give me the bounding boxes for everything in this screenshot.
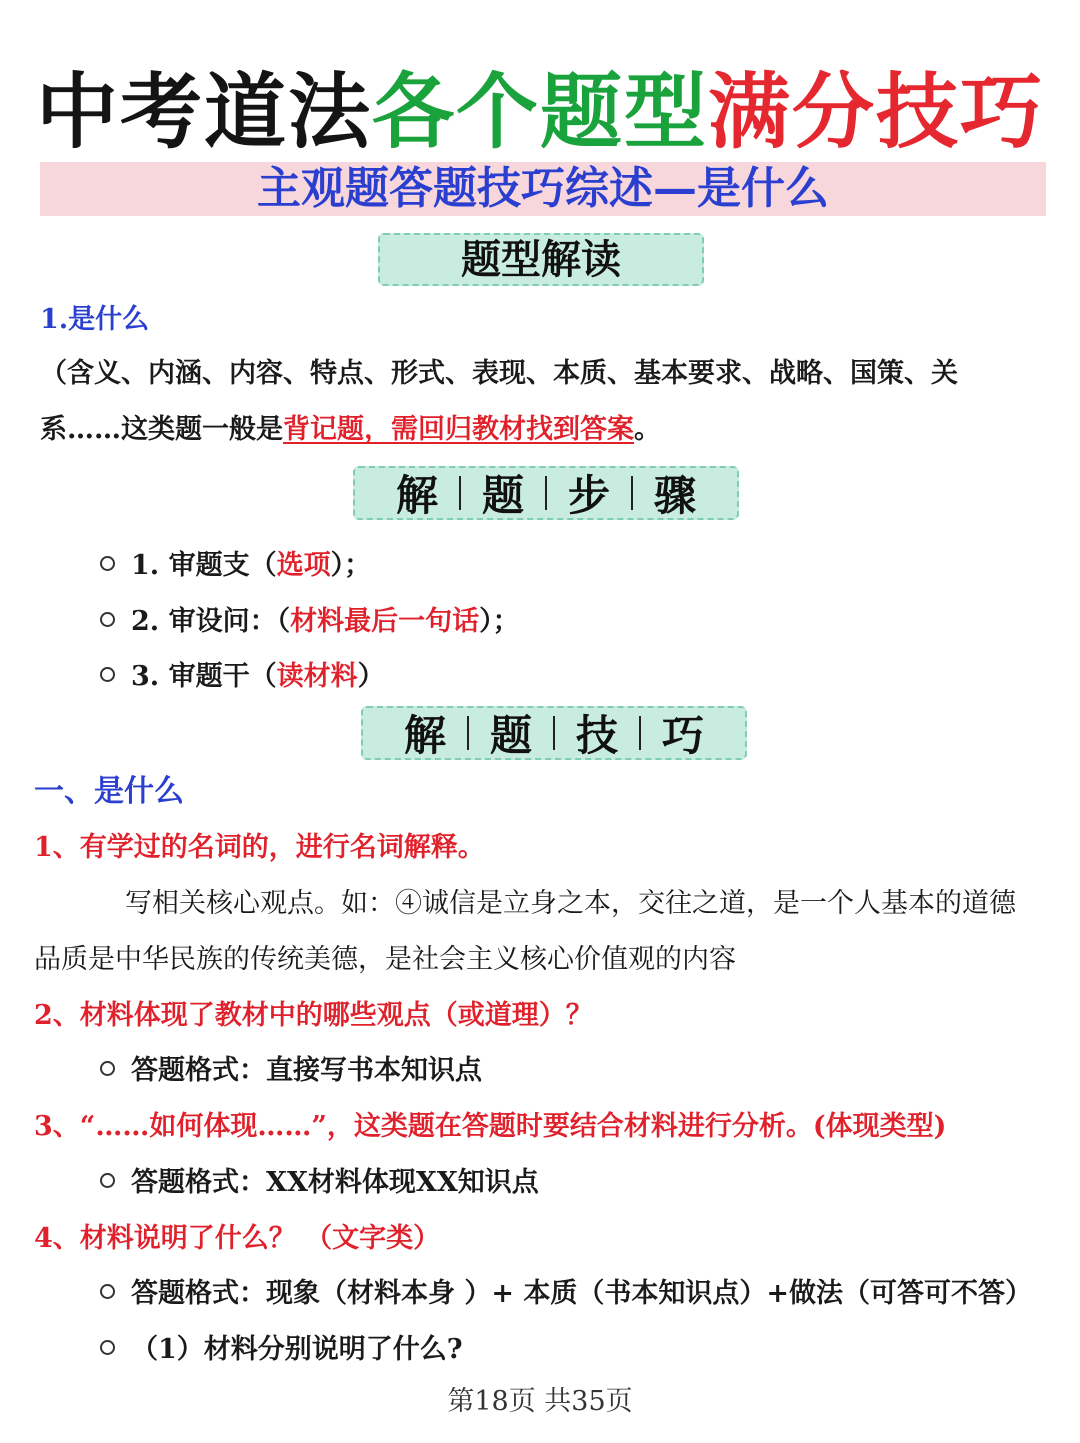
- item2-title: 2、材料体现了教材中的哪些观点（或道理）？: [34, 1000, 593, 1031]
- step-item: 1. 审题支（选项）；: [100, 548, 371, 584]
- title-part-3: 满分技巧: [708, 64, 1045, 160]
- box-char: 步: [567, 471, 610, 520]
- section3-heading: 一、是什么: [34, 774, 184, 809]
- item1-body-line1: 写相关核心观点。如：④诚信是立身之本，交往之道，是一个人基本的道德: [125, 888, 1016, 919]
- title-part-2: 各个题型: [371, 64, 708, 160]
- section-box-tips: [361, 706, 747, 760]
- item3-title: 3、“……如何体现……”，这类题在答题时要结合材料进行分析。(体现类型): [34, 1111, 947, 1142]
- bullet-icon: [100, 1061, 115, 1076]
- para-suffix: 。: [634, 414, 661, 445]
- section1-para-line2: [40, 412, 661, 448]
- subtitle: 主观题答题技巧综述—是什么: [257, 163, 829, 214]
- item3-format: 答题格式：XX材料体现XX知识点: [100, 1165, 539, 1201]
- item4-sub: （1）材料分别说明了什么?: [100, 1332, 463, 1368]
- item4-format: 答题格式：现象（材料本身 ）+ 本质（书本知识点）+做法（可答可不答）: [100, 1276, 1032, 1312]
- item2-format: 答题格式：直接写书本知识点: [100, 1053, 482, 1089]
- section-box-steps: [353, 466, 739, 520]
- box-char: 巧: [661, 711, 704, 760]
- box-char: 题: [489, 711, 532, 760]
- box-char: 解: [395, 471, 438, 520]
- bullet-icon: [100, 1173, 115, 1188]
- para-prefix: 系……这类题一般是: [40, 414, 283, 445]
- box-char: 技: [575, 711, 618, 760]
- bullet-icon: [100, 1340, 115, 1355]
- bullet-icon: [100, 667, 115, 682]
- item4-title: 4、材料说明了什么？ （文字类）: [34, 1223, 441, 1254]
- item1-title: 1、有学过的名词的，进行名词解释。: [34, 832, 485, 863]
- bullet-icon: [100, 1284, 115, 1299]
- section-box-question-type: 题型解读: [378, 233, 704, 286]
- section1-para-line1: （含义、内涵、内容、特点、形式、表现、本质、基本要求、战略、国策、关: [40, 358, 958, 389]
- page-number: 第18页 共35页: [447, 1386, 633, 1417]
- item1-body-line2: 品质是中华民族的传统美德，是社会主义核心价值观的内容: [34, 944, 736, 975]
- title-part-1: 中考道法: [35, 64, 372, 160]
- para-highlight: 背记题，需回归教材找到答案: [283, 414, 634, 445]
- step-item: 3. 审题干（读材料）: [100, 659, 385, 695]
- bullet-icon: [100, 556, 115, 571]
- box-char: 骤: [653, 471, 696, 520]
- box-char: 解: [403, 711, 446, 760]
- bullet-icon: [100, 612, 115, 627]
- step-item: 2. 审设问：（材料最后一句话）；: [100, 604, 520, 640]
- section1-heading: 1.是什么: [40, 304, 150, 335]
- box-char: 题: [481, 471, 524, 520]
- page-title: [0, 62, 1080, 162]
